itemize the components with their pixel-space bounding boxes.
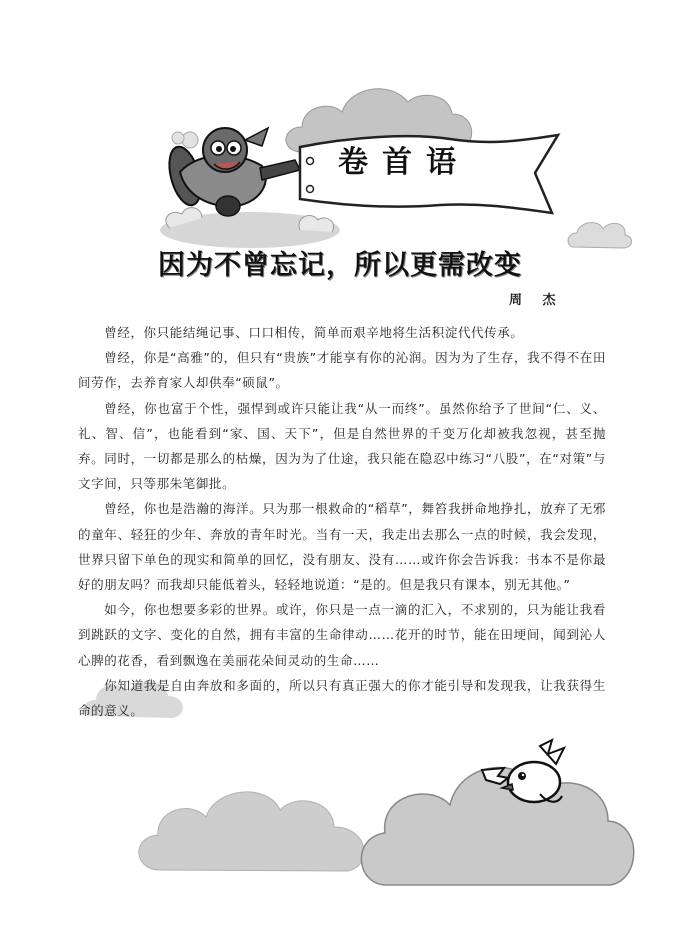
banner-title: 卷首语	[338, 145, 470, 180]
cloud-small-right-illustration	[565, 215, 635, 251]
article-body	[78, 320, 606, 723]
article-author: 周 杰	[509, 293, 564, 308]
paragraph: 曾经，你也富于个性，强悍到或许只能让我“从一而终”。虽然你给予了世间“仁、义、礼、智、信”，也能看到“家、国、天下”，但是自然世界的千变万化却被我忽视，甚至抛弃。同时，一切都是那么的枯燥，因为为了仕途，我只能在隐忍中练习“八股”，在“对策”与文字间，只等那朱笔御批。	[78, 400, 606, 492]
article-headline: 因为不曾忘记，所以更需改变	[158, 250, 522, 281]
paragraph: 你知道我是自由奔放和多面的，所以只有真正强大的你才能引导和发现我，让我获得生命的意义。	[78, 677, 606, 719]
bird-illustration	[478, 738, 578, 813]
cloud-bottom-left-illustration	[128, 765, 378, 880]
paragraph: 曾经，你也是浩瀚的海洋。只为那一根救命的“稻草”，舞笞我拼命地挣扎，放弃了无邪的童年、轻狂的少年、奔放的青年时光。当有一天，我走出去那么一点的时候，我会发现，世界只留下单色的现实和简单的回忆，没有朋友、没有……或许你会告诉我：书本不是你最好的朋友吗？而我却只能低着头，轻轻地说道：“是的。但是我只有课本，别无其他。”	[78, 501, 606, 593]
paragraph: 曾经，你只能结绳记事、口口相传，简单而艰辛地将生活积淀代代传承。	[104, 325, 524, 340]
paragraph: 如今，你也想要多彩的世界。或许，你只是一点一滴的汇入，不求别的，只为能让我看到跳跃的文字、变化的自然，拥有丰富的生命律动……花开的时节，能在田埂间，闻到沁人心脾的花香，看到飘逸在美丽花朵间灵动的生命……	[78, 602, 606, 668]
paragraph: 曾经，你是“高雅”的，但只有“贵族”才能享有你的沁润。因为为了生存，我不得不在田间劳作，去养育家人却供奉“硕鼠”。	[78, 350, 606, 391]
